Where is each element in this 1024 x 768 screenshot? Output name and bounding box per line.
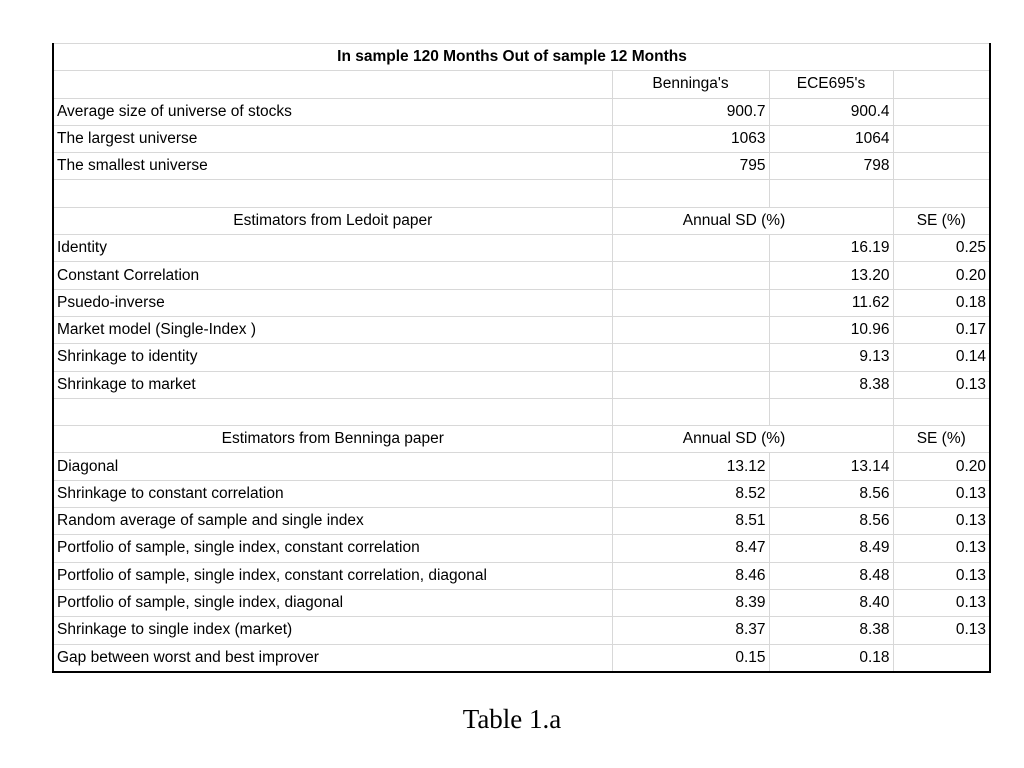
row-label: Gap between worst and best improver bbox=[53, 644, 612, 672]
universe-row bbox=[53, 125, 990, 152]
ece-value: 798 bbox=[769, 153, 893, 180]
benninga-value: 1063 bbox=[612, 125, 769, 152]
benninga-value: 8.46 bbox=[612, 562, 769, 589]
ledoit-row bbox=[53, 262, 990, 289]
se-value: 0.25 bbox=[893, 235, 990, 262]
benninga-row bbox=[53, 535, 990, 562]
row-label: Shrinkage to market bbox=[53, 371, 612, 398]
ledoit-row bbox=[53, 344, 990, 371]
ece-value: 13.20 bbox=[769, 262, 893, 289]
ledoit-header-row bbox=[53, 207, 990, 234]
universe-header-empty-se bbox=[893, 71, 990, 98]
benninga-row bbox=[53, 480, 990, 507]
benninga-value bbox=[612, 316, 769, 343]
table-title: In sample 120 Months Out of sample 12 Months bbox=[53, 44, 893, 71]
ece-value: 0.18 bbox=[769, 644, 893, 672]
ece-value: 8.40 bbox=[769, 589, 893, 616]
se-value: 0.13 bbox=[893, 508, 990, 535]
ledoit-row bbox=[53, 371, 990, 398]
se-value: 0.14 bbox=[893, 344, 990, 371]
benninga-value: 13.12 bbox=[612, 453, 769, 480]
spacer-cell bbox=[893, 180, 990, 207]
spacer-cell bbox=[612, 398, 769, 425]
se-value: 0.17 bbox=[893, 316, 990, 343]
row-label: Shrinkage to constant correlation bbox=[53, 480, 612, 507]
row-label: Shrinkage to identity bbox=[53, 344, 612, 371]
row-label: The largest universe bbox=[53, 125, 612, 152]
benninga-se-header: SE (%) bbox=[893, 426, 990, 453]
row-label: Portfolio of sample, single index, diagonal bbox=[53, 589, 612, 616]
benninga-value: 900.7 bbox=[612, 98, 769, 125]
benninga-value bbox=[612, 344, 769, 371]
row-label: Shrinkage to single index (market) bbox=[53, 617, 612, 644]
benninga-header-row bbox=[53, 426, 990, 453]
benninga-value: 8.47 bbox=[612, 535, 769, 562]
benninga-value: 8.51 bbox=[612, 508, 769, 535]
ledoit-annual-sd-header: Annual SD (%) bbox=[612, 207, 893, 234]
se-value: 0.20 bbox=[893, 262, 990, 289]
ledoit-row bbox=[53, 316, 990, 343]
benninga-value: 0.15 bbox=[612, 644, 769, 672]
benninga-annual-sd-header: Annual SD (%) bbox=[612, 426, 893, 453]
row-label: Average size of universe of stocks bbox=[53, 98, 612, 125]
row-label: Identity bbox=[53, 235, 612, 262]
ledoit-row bbox=[53, 289, 990, 316]
benninga-row bbox=[53, 508, 990, 535]
row-label: Psuedo-inverse bbox=[53, 289, 612, 316]
empty-cell bbox=[893, 44, 990, 71]
universe-header-row bbox=[53, 71, 990, 98]
se-value bbox=[893, 644, 990, 672]
ece-value: 10.96 bbox=[769, 316, 893, 343]
table-caption: Table 1.a bbox=[462, 704, 562, 734]
benninga-value bbox=[612, 235, 769, 262]
se-value: 0.13 bbox=[893, 371, 990, 398]
se-value: 0.13 bbox=[893, 589, 990, 616]
universe-header-empty bbox=[53, 71, 612, 98]
spacer-cell bbox=[769, 180, 893, 207]
ece-value: 8.38 bbox=[769, 371, 893, 398]
row-label: Portfolio of sample, single index, constant correlation bbox=[53, 535, 612, 562]
ledoit-section-title: Estimators from Ledoit paper bbox=[53, 207, 612, 234]
benninga-column-header: Benninga's bbox=[612, 71, 769, 98]
spacer-cell bbox=[612, 180, 769, 207]
benninga-row bbox=[53, 453, 990, 480]
ece-value: 8.38 bbox=[769, 617, 893, 644]
spacer-row bbox=[53, 180, 990, 207]
spacer-cell bbox=[893, 398, 990, 425]
benninga-row bbox=[53, 644, 990, 672]
se-value bbox=[893, 98, 990, 125]
se-value: 0.20 bbox=[893, 453, 990, 480]
ece-value: 9.13 bbox=[769, 344, 893, 371]
se-value bbox=[893, 153, 990, 180]
benninga-section-title: Estimators from Benninga paper bbox=[53, 426, 612, 453]
row-label: Constant Correlation bbox=[53, 262, 612, 289]
benninga-value: 795 bbox=[612, 153, 769, 180]
results-table bbox=[52, 43, 991, 673]
se-value: 0.13 bbox=[893, 562, 990, 589]
se-value: 0.13 bbox=[893, 617, 990, 644]
ece-value: 8.56 bbox=[769, 508, 893, 535]
ledoit-se-header: SE (%) bbox=[893, 207, 990, 234]
ece-value: 1064 bbox=[769, 125, 893, 152]
benninga-row bbox=[53, 617, 990, 644]
universe-row bbox=[53, 153, 990, 180]
ece-value: 16.19 bbox=[769, 235, 893, 262]
results-table-container bbox=[52, 43, 991, 673]
results-table-body bbox=[53, 44, 990, 672]
row-label: Random average of sample and single index bbox=[53, 508, 612, 535]
ledoit-row bbox=[53, 235, 990, 262]
se-value: 0.13 bbox=[893, 535, 990, 562]
universe-row bbox=[53, 98, 990, 125]
title-row bbox=[53, 44, 990, 71]
benninga-row bbox=[53, 562, 990, 589]
benninga-value bbox=[612, 262, 769, 289]
se-value bbox=[893, 125, 990, 152]
benninga-value bbox=[612, 371, 769, 398]
ece-value: 8.49 bbox=[769, 535, 893, 562]
benninga-row bbox=[53, 589, 990, 616]
spacer-row bbox=[53, 398, 990, 425]
benninga-value: 8.39 bbox=[612, 589, 769, 616]
ece-value: 13.14 bbox=[769, 453, 893, 480]
spacer-cell bbox=[53, 398, 612, 425]
ece-value: 11.62 bbox=[769, 289, 893, 316]
ece-value: 8.48 bbox=[769, 562, 893, 589]
row-label: Portfolio of sample, single index, constant correlation, diagonal bbox=[53, 562, 612, 589]
row-label: Market model (Single-Index ) bbox=[53, 316, 612, 343]
row-label: Diagonal bbox=[53, 453, 612, 480]
spacer-cell bbox=[53, 180, 612, 207]
ece-value: 900.4 bbox=[769, 98, 893, 125]
ece-column-header: ECE695's bbox=[769, 71, 893, 98]
benninga-value: 8.52 bbox=[612, 480, 769, 507]
ece-value: 8.56 bbox=[769, 480, 893, 507]
benninga-value: 8.37 bbox=[612, 617, 769, 644]
se-value: 0.18 bbox=[893, 289, 990, 316]
se-value: 0.13 bbox=[893, 480, 990, 507]
benninga-value bbox=[612, 289, 769, 316]
spacer-cell bbox=[769, 398, 893, 425]
row-label: The smallest universe bbox=[53, 153, 612, 180]
